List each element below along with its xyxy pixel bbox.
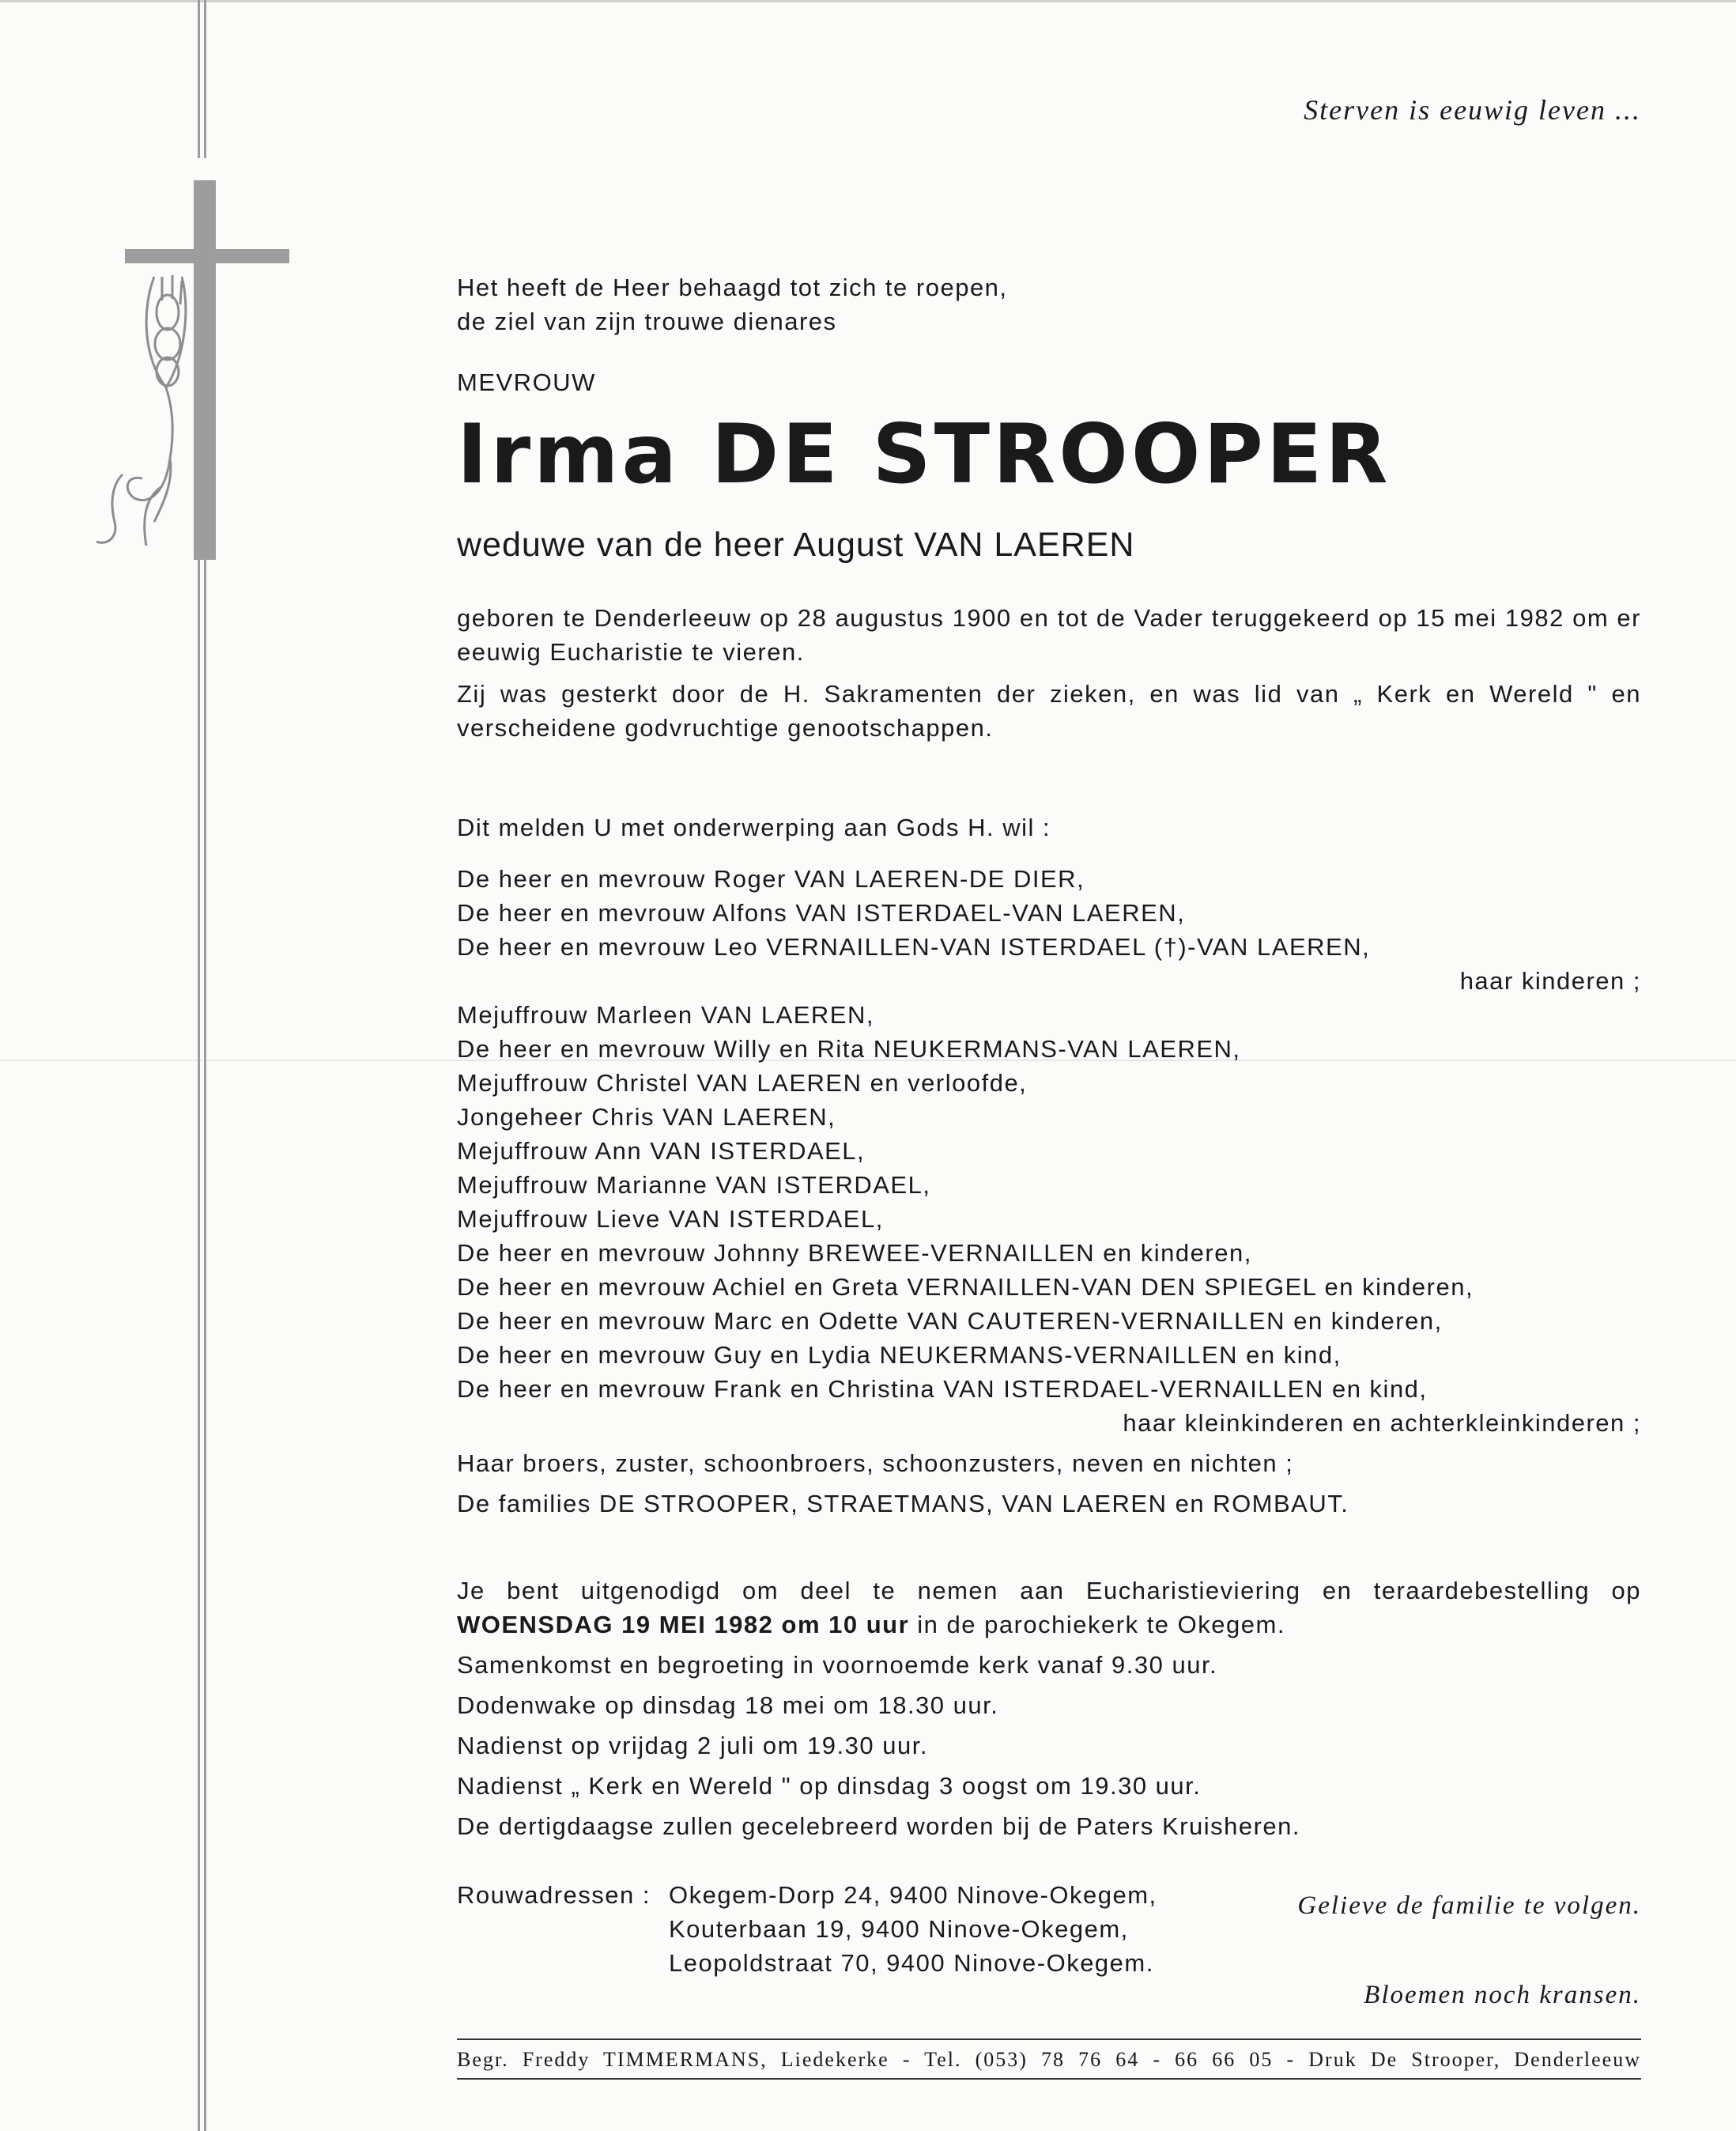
footer-rule xyxy=(457,2038,1641,2040)
addresses-label: Rouwadressen : xyxy=(457,1881,651,1909)
list-item: De heer en mevrouw Johnny BREWEE-VERNAILLEN en kinderen, xyxy=(457,1239,1252,1267)
intro xyxy=(457,270,1641,338)
invitation-date: WOENSDAG 19 MEI 1982 om 10 uur xyxy=(457,1611,910,1638)
invitation xyxy=(457,1574,1641,1843)
schedule-item: De dertigdaagse zullen gecelebreerd worden bij de Paters Kruisheren. xyxy=(457,1812,1301,1840)
schedule-item: Samenkomst en begroeting in voornoemde kerk vanaf 9.30 uur. xyxy=(457,1651,1218,1679)
schedule-item: Dodenwake op dinsdag 18 mei om 18.30 uur. xyxy=(457,1691,999,1719)
note-follow: Gelieve de familie te volgen. xyxy=(1297,1891,1641,1920)
schedule-item: Nadienst op vrijdag 2 juli om 19.30 uur. xyxy=(457,1732,928,1759)
cross-with-wheat-icon xyxy=(87,174,292,561)
list-item: De heer en mevrouw Leo VERNAILLEN-VAN ISTERDAEL (†)-VAN LAEREN, xyxy=(457,933,1371,961)
footer-printer: Begr. Freddy TIMMERMANS, Liedekerke - Tel. (053) 78 76 64 - 66 66 05 - Druk De Strooper, Denderleeuw xyxy=(457,2048,1641,2071)
invitation-text xyxy=(457,1574,1641,1642)
top-edge xyxy=(0,0,1736,2)
schedule-item: Nadienst „ Kerk en Wereld " op dinsdag 3 oogst om 19.30 uur. xyxy=(457,1772,1202,1800)
list-item: De heer en mevrouw Willy en Rita NEUKERMANS-VAN LAEREN, xyxy=(457,1035,1241,1063)
note-flowers: Bloemen noch kransen. xyxy=(1364,1981,1641,2009)
intro-line: Het heeft de Heer behaagd tot zich te roepen, xyxy=(457,274,1008,301)
list-item: Mejuffrouw Christel VAN LAEREN en verloofde, xyxy=(457,1069,1028,1097)
list-item: Jongeheer Chris VAN LAEREN, xyxy=(457,1103,836,1131)
intro-line: de ziel van zijn trouwe dienares xyxy=(457,308,837,335)
left-rule-bottom-b xyxy=(204,560,206,2131)
list-item: De heer en mevrouw Frank en Christina VAN ISTERDAEL-VERNAILLEN en kind, xyxy=(457,1375,1428,1403)
list-item: De heer en mevrouw Achiel en Greta VERNAILLEN-VAN DEN SPIEGEL en kinderen, xyxy=(457,1273,1474,1301)
children-label: haar kinderen ; xyxy=(1459,967,1641,995)
left-rule-bottom-a xyxy=(198,560,200,2131)
announcement: Dit melden U met onderwerping aan Gods H. wil : xyxy=(457,814,1051,841)
bio-paragraph: Zij was gesterkt door de H. Sakramenten der zieken, en was lid van „ Kerk en Wereld " en verscheidene godvruchtige genootschappen. xyxy=(457,680,1641,742)
title-prefix: MEVROUW xyxy=(457,368,596,396)
left-rule-top-a xyxy=(198,0,200,158)
invitation-start: Je bent uitgenodigd om deel te nemen aan Eucharistieviering en teraardebestelling op xyxy=(457,1577,1641,1604)
list-item: Haar broers, zuster, schoonbroers, schoonzusters, neven en nichten ; xyxy=(457,1449,1294,1477)
list-item: De heer en mevrouw Guy en Lydia NEUKERMANS-VERNAILLEN en kind, xyxy=(457,1341,1342,1369)
list-item: De heer en mevrouw Marc en Odette VAN CAUTEREN-VERNAILLEN en kinderen, xyxy=(457,1307,1443,1335)
addresses xyxy=(457,1878,1168,1980)
list-item: Mejuffrouw Lieve VAN ISTERDAEL, xyxy=(457,1205,884,1233)
list-item: De heer en mevrouw Alfons VAN ISTERDAEL-VAN LAEREN, xyxy=(457,899,1186,927)
footer-rule-bottom xyxy=(457,2078,1641,2080)
biography xyxy=(457,601,1641,745)
widow-of: weduwe van de heer August VAN LAEREN xyxy=(457,526,1135,564)
list-item: Mejuffrouw Marleen VAN LAEREN, xyxy=(457,1001,874,1029)
grandchildren-label: haar kleinkinderen en achterkleinkinderen ; xyxy=(1123,1409,1641,1437)
bio-paragraph: geboren te Denderleeuw op 28 augustus 1900 en tot de Vader teruggekeerd op 15 mei 1982 om er eeuwig Eucharistie te vieren. xyxy=(457,604,1641,666)
list-item: Mejuffrouw Ann VAN ISTERDAEL, xyxy=(457,1137,866,1165)
invitation-end: in de parochiekerk te Okegem. xyxy=(909,1611,1285,1638)
list-item: De families DE STROOPER, STRAETMANS, VAN LAEREN en ROMBAUT. xyxy=(457,1490,1349,1517)
address: Leopoldstraat 70, 9400 Ninove-Okegem. xyxy=(669,1949,1154,1977)
family-list xyxy=(457,862,1641,1521)
left-rule-top-b xyxy=(204,0,206,158)
address: Kouterbaan 19, 9400 Ninove-Okegem, xyxy=(669,1915,1129,1943)
address: Okegem-Dorp 24, 9400 Ninove-Okegem, xyxy=(669,1881,1157,1909)
list-item: Mejuffrouw Marianne VAN ISTERDAEL, xyxy=(457,1171,931,1199)
list-item: De heer en mevrouw Roger VAN LAEREN-DE DIER, xyxy=(457,865,1085,893)
deceased-name: Irma DE STROOPER xyxy=(457,407,1391,502)
motto: Sterven is eeuwig leven ... xyxy=(1304,94,1641,126)
